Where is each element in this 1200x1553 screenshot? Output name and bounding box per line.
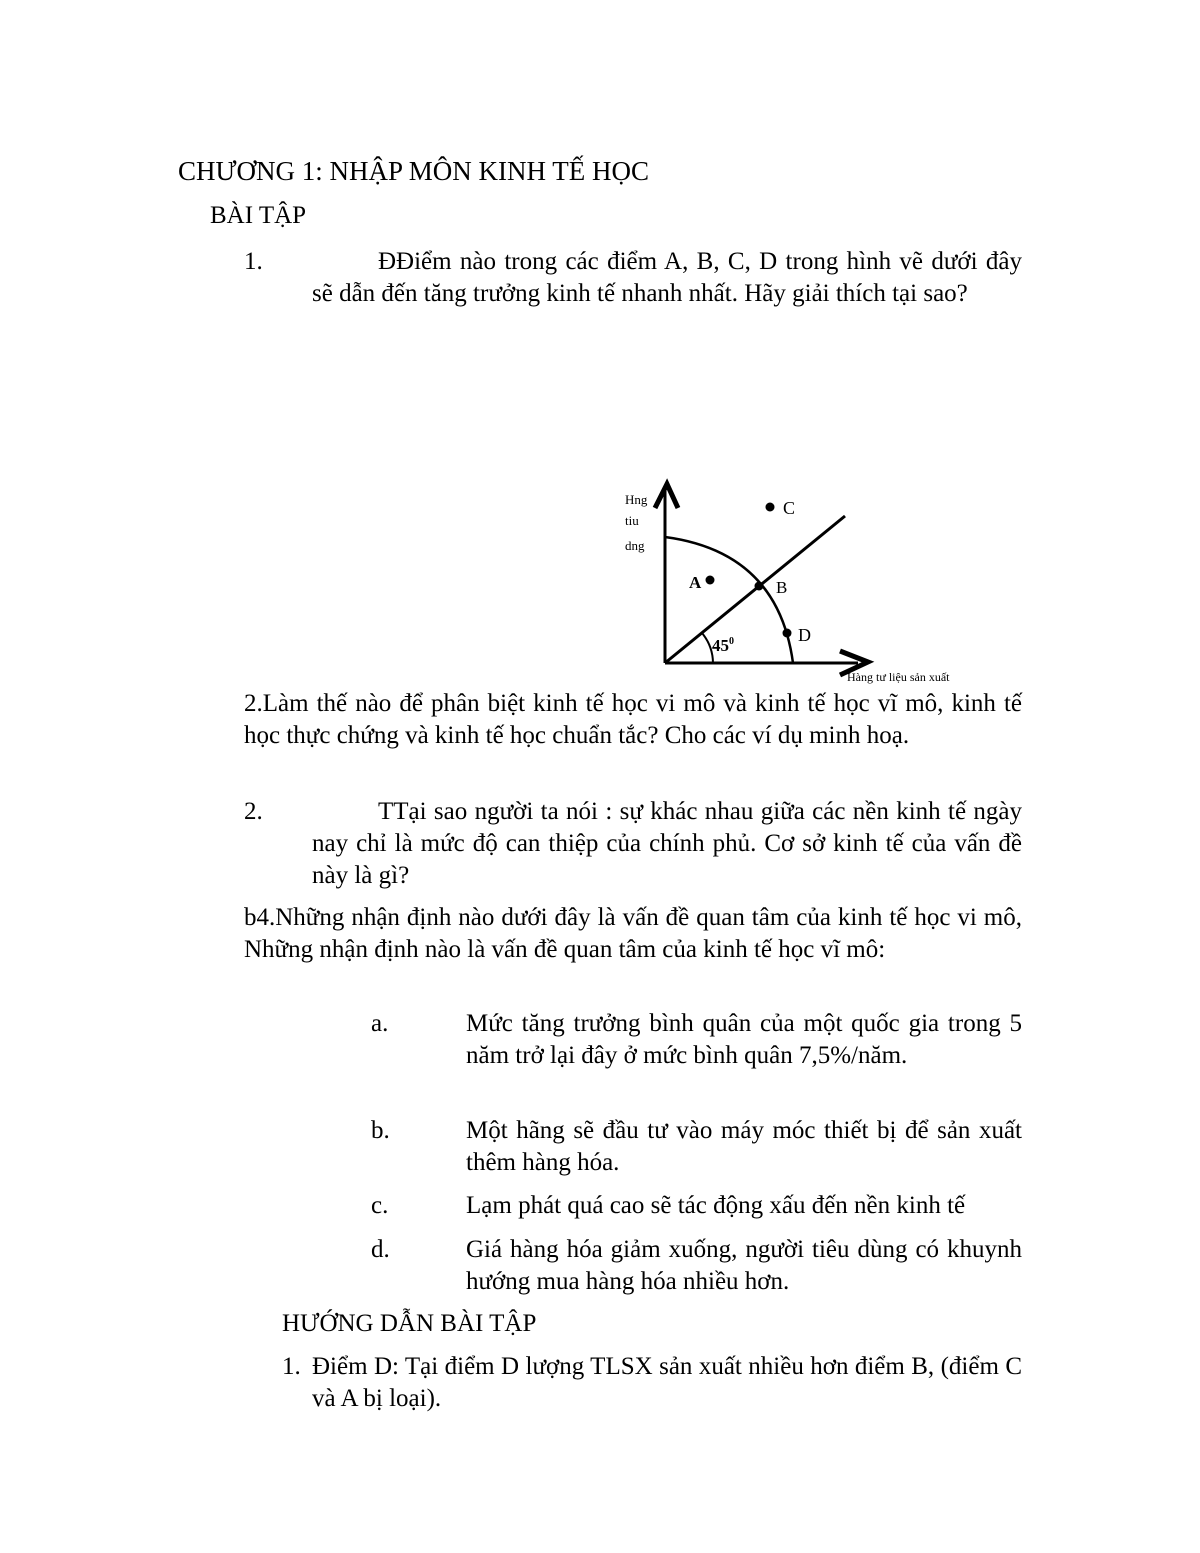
label-c: C — [783, 498, 796, 518]
item-text: Lạm phát quá cao sẽ tác động xấu đến nền kinh tế — [466, 1192, 966, 1219]
item-text: Giá hàng hóa giảm xuống, người tiêu dùng có khuynh hướng mua hàng hóa nhiều hơn. — [466, 1236, 1022, 1295]
item-text: Một hãng sẽ đầu tư vào máy móc thiết bị để sản xuất thêm hàng hóa. — [466, 1117, 1022, 1176]
point-a — [706, 576, 715, 585]
y-axis-label-line-1: Hng — [625, 492, 648, 507]
point-d — [783, 629, 792, 638]
point-b — [755, 582, 764, 591]
item-label: c. — [371, 1192, 389, 1219]
angle-label: $45^0$ — [712, 636, 734, 655]
question-2-text: 2.Làm thế nào để phân biệt kinh tế học vi mô và kinh tế học vĩ mô, kinh tế học thực chứng và kinh tế học chuẩn tắc? Cho các ví dụ minh hoạ. — [244, 690, 1022, 749]
x-axis-label: Hàng tư liệu sản xuất — [847, 670, 950, 684]
question-1-text: ĐĐiểm nào trong các điểm A, B, C, D trong hình vẽ dưới đây sẽ dẫn đến tăng trưởng kinh tế nhanh nhất. Hãy giải thích tại sao? — [312, 248, 1022, 307]
y-axis-label-line-2: tiu — [625, 513, 639, 528]
question-3-text: TTại sao người ta nói : sự khác nhau giữa các nền kinh tế ngày nay chỉ là mức độ can thiệp của chính phủ. Cơ sở kinh tế của vấn đề này là gì? — [312, 798, 1022, 889]
label-b: B — [776, 578, 788, 597]
page-title: CHƯƠNG 1: NHẬP MÔN KINH TẾ HỌC — [178, 156, 649, 186]
label-a: A — [689, 573, 702, 592]
point-c — [766, 503, 775, 512]
section-heading-guide: HƯỚNG DẪN BÀI TẬP — [282, 1310, 537, 1337]
question-1-number: 1. — [244, 248, 263, 275]
item-label: a. — [371, 1010, 389, 1037]
question-4-text: b4.Những nhận định nào dưới đây là vấn đề quan tâm của kinh tế học vi mô, Những nhận định nào là vấn đề quan tâm của kinh tế học vĩ mô: — [244, 904, 1022, 963]
answer-1-number: 1. — [282, 1353, 301, 1380]
section-heading-exercises: BÀI TẬP — [210, 202, 307, 229]
y-axis-label-line-3: dng — [625, 538, 645, 553]
ppf-diagram — [600, 470, 1000, 690]
question-3-number: 2. — [244, 798, 263, 825]
item-label: d. — [371, 1236, 390, 1263]
item-text: Mức tăng trưởng bình quân của một quốc gia trong 5 năm trở lại đây ở mức bình quân 7,5%/năm. — [466, 1010, 1022, 1069]
label-d: D — [798, 625, 811, 645]
answer-1-text: Điểm D: Tại điểm D lượng TLSX sản xuất nhiều hơn điểm B, (điểm C và A bị loại). — [312, 1353, 1022, 1412]
item-label: b. — [371, 1117, 390, 1144]
